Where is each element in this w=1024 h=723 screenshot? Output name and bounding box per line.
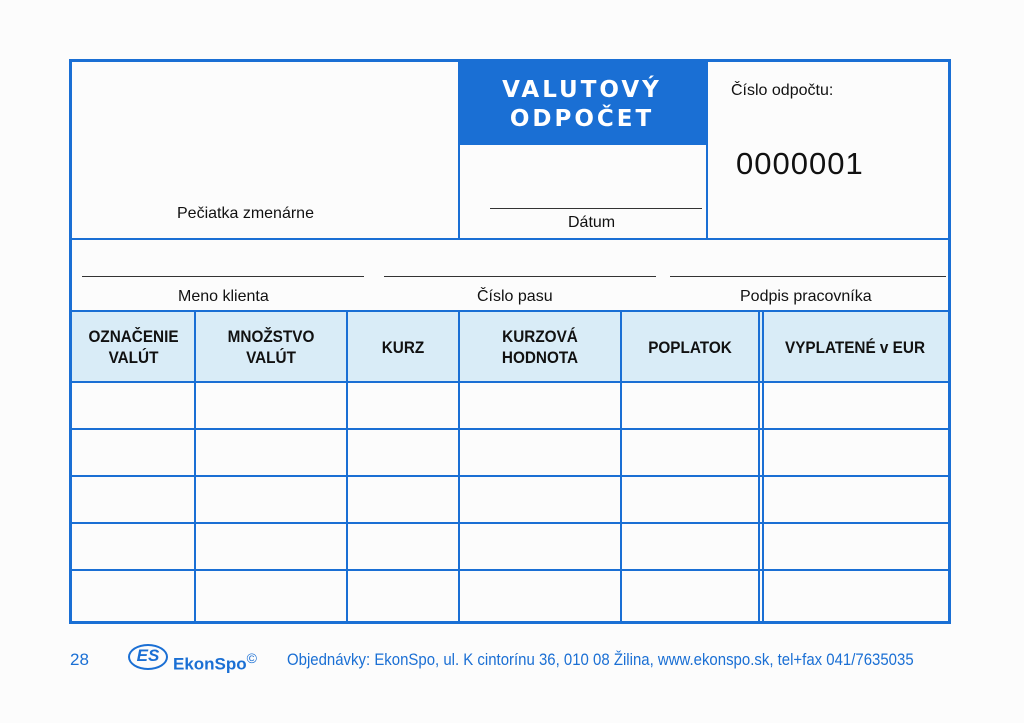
column-divider xyxy=(620,310,622,624)
header-fee: POPLATOK xyxy=(648,337,732,357)
header-currency-code: OZNAČENIE VALÚT xyxy=(88,327,179,367)
divider xyxy=(72,238,948,240)
receipt-number: 0000001 xyxy=(736,146,864,181)
table-row xyxy=(72,428,948,430)
brand-name: EkonSpo© xyxy=(173,650,257,674)
date-line xyxy=(490,208,702,209)
page-number: 28 xyxy=(70,650,89,669)
form-title-line2: ODPOČET xyxy=(509,106,655,132)
ekonspo-logo-icon: ES xyxy=(128,644,168,670)
footer-contact: Objednávky: EkonSpo, ul. K cintorínu 36, 010 08 Žilina, www.ekonspo.sk, tel+fax 041/7635035 xyxy=(287,650,914,669)
signature-line xyxy=(670,276,946,277)
form-title-line1: VALUTOVÝ xyxy=(502,77,662,103)
exchange-receipt-form xyxy=(69,59,951,624)
column-divider xyxy=(458,310,460,624)
header-rate-value: KURZOVÁ HODNOTA xyxy=(501,327,579,367)
table-row xyxy=(72,522,948,524)
divider xyxy=(458,62,460,239)
signature-label: Podpis pracovníka xyxy=(740,288,872,305)
column-divider xyxy=(346,310,348,624)
form-title xyxy=(458,62,706,145)
divider xyxy=(706,62,708,239)
passport-label: Číslo pasu xyxy=(477,288,553,305)
date-label: Dátum xyxy=(568,214,616,231)
header-paid-eur: VYPLATENÉ v EUR xyxy=(784,337,926,357)
header-rate: KURZ xyxy=(381,337,425,357)
table-row xyxy=(72,569,948,571)
column-divider xyxy=(194,310,196,624)
client-name-line xyxy=(82,276,364,277)
column-divider xyxy=(762,310,764,624)
receipt-number-label: Číslo odpočtu: xyxy=(731,82,834,99)
header-currency-amount: MNOŽSTVO VALÚT xyxy=(227,327,315,367)
passport-line xyxy=(384,276,656,277)
table-row xyxy=(72,475,948,477)
stamp-label: Pečiatka zmenárne xyxy=(177,205,314,222)
client-name-label: Meno klienta xyxy=(178,288,269,305)
column-divider xyxy=(758,310,760,624)
